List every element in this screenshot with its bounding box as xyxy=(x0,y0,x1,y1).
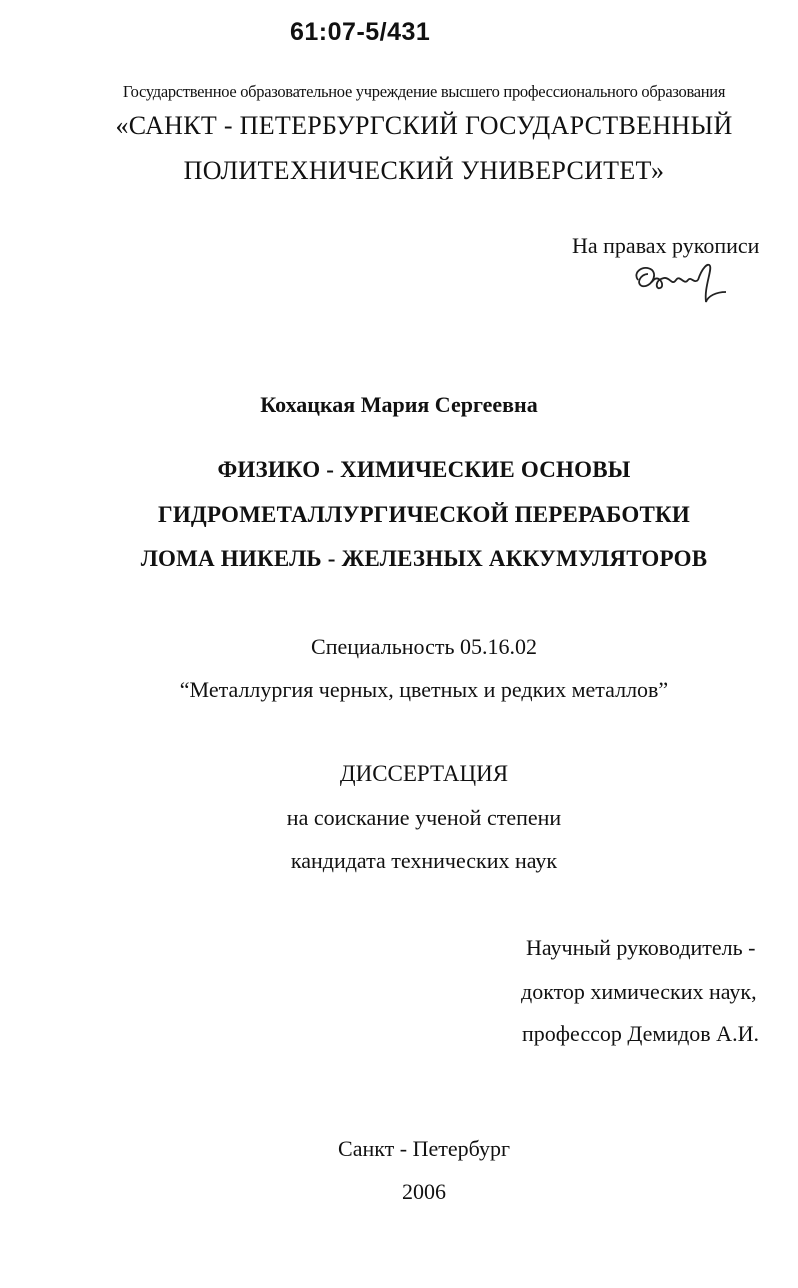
supervisor-line-1: Научный руководитель - xyxy=(526,935,756,960)
supervisor-line-2: доктор химических наук, xyxy=(521,979,757,1004)
dissertation-title-line-2: ГИДРОМЕТАЛЛУРГИЧЕСКОЙ ПЕРЕРАБОТКИ xyxy=(158,502,690,527)
dissertation-title-line-3: ЛОМА НИКЕЛЬ - ЖЕЛЕЗНЫХ АККУМУЛЯТОРОВ xyxy=(140,546,708,571)
catalog-number: 61:07-5/431 xyxy=(290,18,431,46)
manuscript-rights-note: На правах рукописи xyxy=(572,233,760,258)
degree-line-1: на соискание ученой степени xyxy=(286,805,562,830)
degree-line-2: кандидата технических наук xyxy=(290,848,558,873)
year: 2006 xyxy=(402,1179,446,1204)
specialty-name: “Металлургия черных, цветных и редких металлов” xyxy=(179,677,669,702)
dissertation-label: ДИССЕРТАЦИЯ xyxy=(339,761,509,786)
supervisor-line-3: профессор Демидов А.И. xyxy=(522,1021,759,1046)
dissertation-title-line-1: ФИЗИКО - ХИМИЧЕСКИЕ ОСНОВЫ xyxy=(217,457,631,482)
handwritten-signature xyxy=(630,258,730,308)
institution-name: Государственное образовательное учреждение высшего профессионального образования xyxy=(122,82,726,101)
author-name: Кохацкая Мария Сергеевна xyxy=(260,392,538,417)
university-name-line-1: «САНКТ - ПЕТЕРБУРГСКИЙ ГОСУДАРСТВЕННЫЙ xyxy=(115,111,733,140)
specialty-code: Специальность 05.16.02 xyxy=(311,634,537,659)
city: Санкт - Петербург xyxy=(338,1136,510,1161)
university-name-line-2: ПОЛИТЕХНИЧЕСКИЙ УНИВЕРСИТЕТ» xyxy=(183,156,665,185)
